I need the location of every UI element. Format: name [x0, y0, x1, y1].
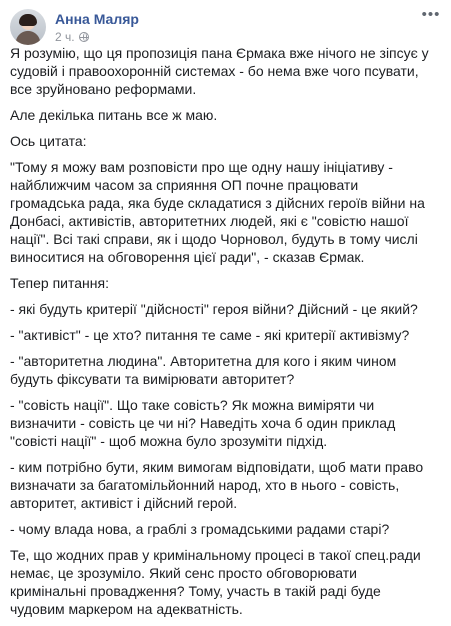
avatar-hair: [19, 14, 37, 26]
more-horizontal-icon[interactable]: •••: [421, 6, 441, 23]
post-paragraph: - "авторитетна людина". Авторитетна для кого і яким чином будуть фіксувати та вимірювати авторитет?: [10, 353, 397, 387]
post-paragraph: - чому влада нова, а граблі з громадськими радами старі?: [10, 521, 390, 537]
post-meta: [55, 30, 89, 44]
post-paragraph: "Тому я можу вам розповісти про ще одну нашу ініціативу - найближчим часом за сприяння ОП почне працювати громадська рада, яка буде складатися з дійсних героїв війни на Донбасі, активістів, авторитетних людей, які є "совістю нашої нації". Всі такі справи, як і щодо Чорновол, будуть в тому числі виноситися на обговорення цієї ради", - сказав Єрмак.: [10, 159, 425, 265]
avatar[interactable]: [10, 9, 46, 45]
post-paragraph: - "совість нації". Що таке совість? Як можна виміряти чи визначити - совість це чи ні? Наведіть хоча б один приклад "совісті нації" - щоб можна було зрозуміти підхід.: [10, 397, 396, 449]
post-time[interactable]: 2 ч.: [55, 30, 75, 44]
post-paragraph: Ось цитата:: [10, 133, 87, 149]
post-paragraph: - які будуть критерії "дійсності" героя війни? Дійсний - це який?: [10, 301, 418, 317]
post-paragraph: - ким потрібно бути, яким вимогам відповідати, щоб мати право визначати за багатомільйонний народ, хто в нього - совість, авторитет, активіст і дійсний герой.: [10, 459, 424, 511]
post-paragraph: Те, що жодних прав у кримінальному процесі в такої спец.ради немає, це зрозуміло. Який сенс просто обговорювати кримінальні провадження? Тому, участь в такій раді буде чудовим маркером на адекватність.: [10, 547, 421, 617]
post-body: [10, 44, 434, 626]
post-paragraph: Але декілька питань все ж маю.: [10, 107, 218, 123]
post-paragraph: Тепер питання:: [10, 275, 109, 291]
author-name[interactable]: Анна Маляр: [55, 11, 139, 27]
post-paragraph: - "активіст" - це хто? питання те саме - які критерії активізму?: [10, 327, 410, 343]
post-header: [10, 8, 441, 46]
globe-icon[interactable]: [79, 32, 89, 42]
post-paragraph: Я розумію, що ця пропозиція пана Єрмака вже нічого не зіпсує у судовій і правоохоронній системах - бо нема вже чого псувати, все зруйновано реформами.: [10, 45, 429, 97]
